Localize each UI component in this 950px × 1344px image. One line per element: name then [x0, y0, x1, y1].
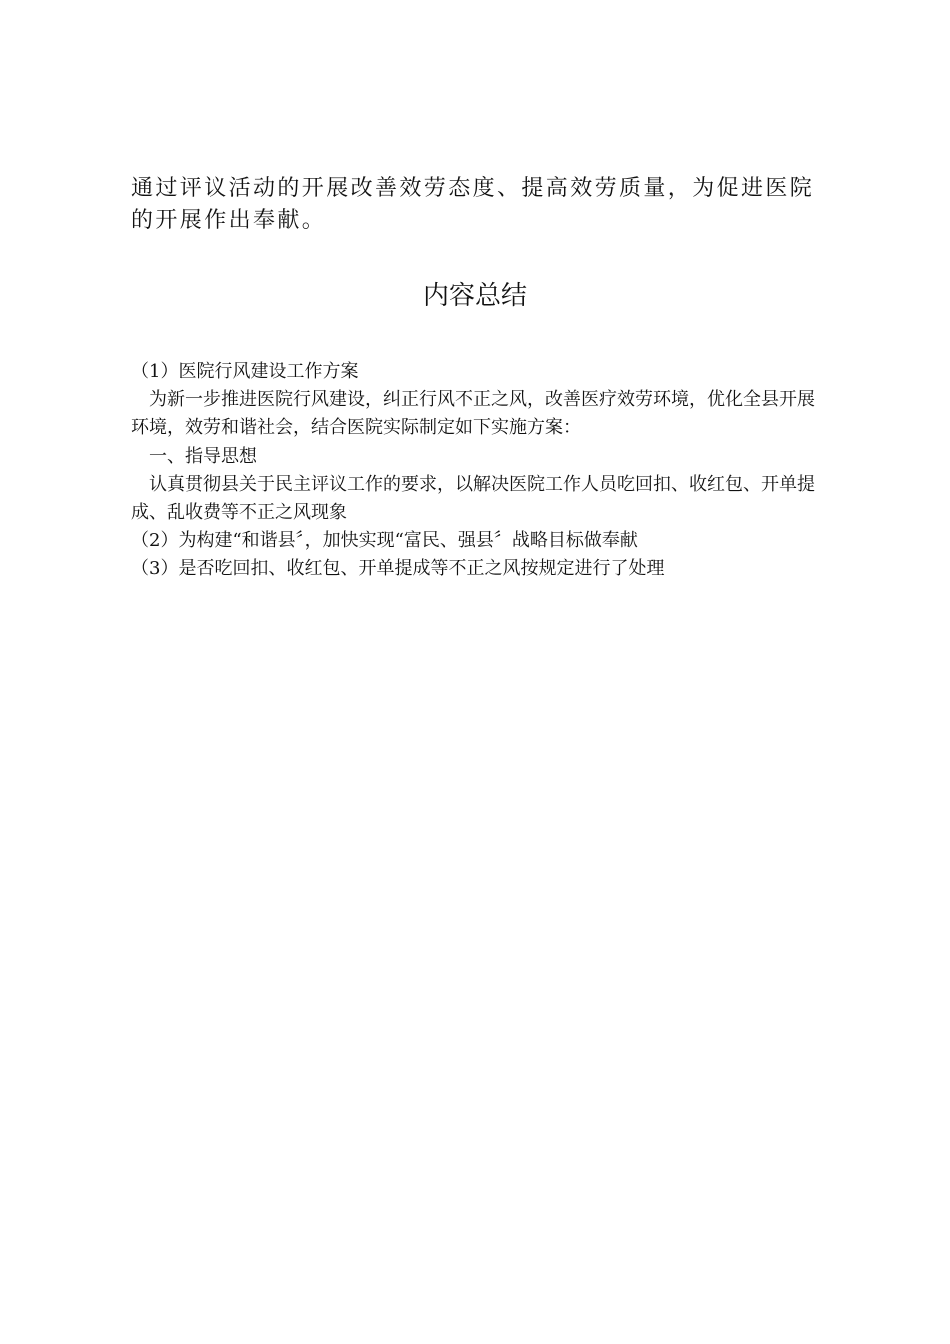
- summary-paragraph-guidance: 认真贯彻县关于民主评议工作的要求，以解决医院工作人员吃回扣、收红包、开单提成、乱收费等不正之风现象: [131, 473, 815, 524]
- summary-body: [131, 358, 821, 584]
- summary-item-2: （2）为构建“和谐县〞，加快实现“富民、强县〞战略目标做奉献: [131, 530, 638, 552]
- summary-paragraph-purpose: 为新一步推进医院行风建设，纠正行风不正之风，改善医疗效劳环境，优化全县开展环境，效劳和谐社会，结合医院实际制定如下实施方案：: [131, 389, 815, 439]
- summary-section-heading: 一、指导思想: [149, 445, 257, 467]
- intro-paragraph: 通过评议活动的开展改善效劳态度、提高效劳质量，为促进医院的开展作出奉献。: [131, 176, 815, 233]
- summary-item-3: （3）是否吃回扣、收红包、开单提成等不正之风按规定进行了处理: [131, 558, 665, 580]
- summary-title: 内容总结: [422, 281, 527, 311]
- summary-item-1-heading: （1）医院行风建设工作方案: [131, 361, 359, 382]
